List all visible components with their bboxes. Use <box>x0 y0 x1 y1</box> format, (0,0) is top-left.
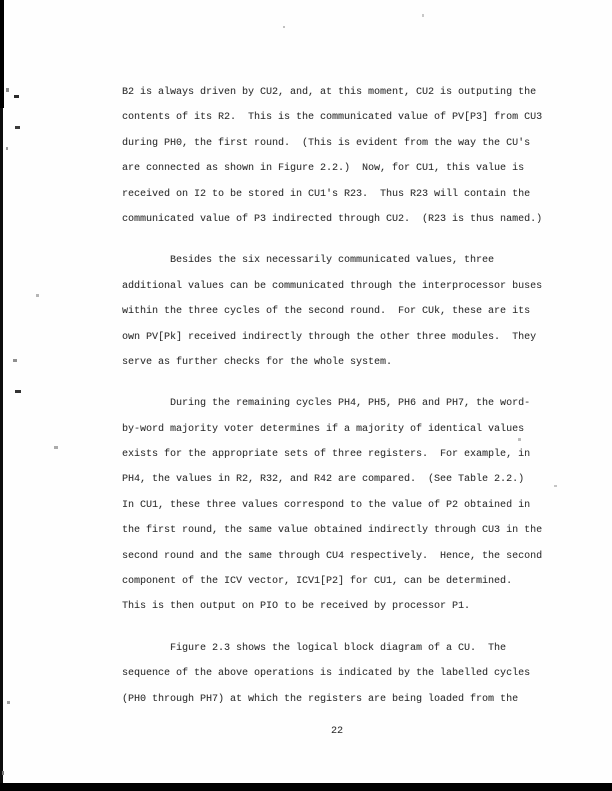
scan-speckle <box>36 294 39 297</box>
paragraph <box>122 636 542 712</box>
text-line: serve as further checks for the whole system. <box>122 356 393 368</box>
page-number: 22 <box>331 726 344 737</box>
text-line: B2 is always driven by CU2, and, at this moment, CU2 is outputing the <box>122 87 537 98</box>
text-line: own PV[Pk] received indirectly through the other three modules. They <box>122 331 537 343</box>
scan-speckle <box>283 26 285 28</box>
text-line: during PH0, the first round. (This is evident from the way the CU's <box>122 137 531 149</box>
scan-speckle <box>518 438 521 441</box>
text-line: the first round, the same value obtained indirectly through CU3 in the <box>122 525 543 537</box>
text-line: second round and the same through CU4 respectively. Hence, the second <box>122 550 543 562</box>
paragraph <box>122 248 542 375</box>
text-line: received on I2 to be stored in CU1's R23. Thus R23 will contain the <box>122 188 531 200</box>
text-line: In CU1, these three values correspond to the value of P2 obtained in <box>122 499 531 511</box>
text-line: Figure 2.3 shows the logical block diagram of a CU. The <box>122 642 507 654</box>
scan-speckle <box>7 701 10 704</box>
scan-speckle <box>2 771 4 775</box>
text-line: exists for the appropriate sets of three registers. For example, in <box>122 449 531 461</box>
scan-speckle <box>6 147 8 150</box>
text-block <box>122 80 542 728</box>
paragraph <box>122 391 542 620</box>
text-line: (PH0 through PH7) at which the registers are being loaded from the <box>122 693 519 705</box>
text-line: During the remaining cycles PH4, PH5, PH6 and PH7, the word- <box>122 398 531 410</box>
scan-artifact-bottom-bar <box>0 783 612 791</box>
text-line: within the three cycles of the second round. For CUk, these are its <box>122 306 531 318</box>
scan-speckle <box>6 88 9 92</box>
scan-speckle <box>554 485 557 487</box>
text-line: communicated value of P3 indirected through CU2. (R23 is thus named.) <box>122 213 543 225</box>
text-line: are connected as shown in Figure 2.2.) Now, for CU1, this value is <box>122 163 525 175</box>
scan-artifact-left-strip-top <box>0 0 4 108</box>
text-line: Besides the six necessarily communicated values, three <box>122 255 495 267</box>
scan-speckle <box>15 390 21 393</box>
text-line: contents of its R2. This is the communicated value of PV[P3] from CU3 <box>122 112 543 124</box>
scan-speckle <box>54 446 58 449</box>
scan-speckle <box>15 126 20 129</box>
text-line: This is then output on PIO to be received by processor P1. <box>122 601 471 613</box>
text-line: sequence of the above operations is indicated by the labelled cycles <box>122 668 531 680</box>
scan-speckle <box>13 359 17 362</box>
scan-speckle <box>422 14 424 17</box>
scan-speckle <box>14 95 19 98</box>
text-line: component of the ICV vector, ICV1[P2] for CU1, can be determined. <box>122 576 513 588</box>
text-line: additional values can be communicated through the interprocessor buses <box>122 280 543 292</box>
scan-artifact-left-strip <box>0 0 3 791</box>
text-line: by-word majority voter determines if a majority of identical values <box>122 423 525 435</box>
paragraph <box>122 80 542 232</box>
text-line: PH4, the values in R2, R32, and R42 are compared. (See Table 2.2.) <box>122 474 525 486</box>
